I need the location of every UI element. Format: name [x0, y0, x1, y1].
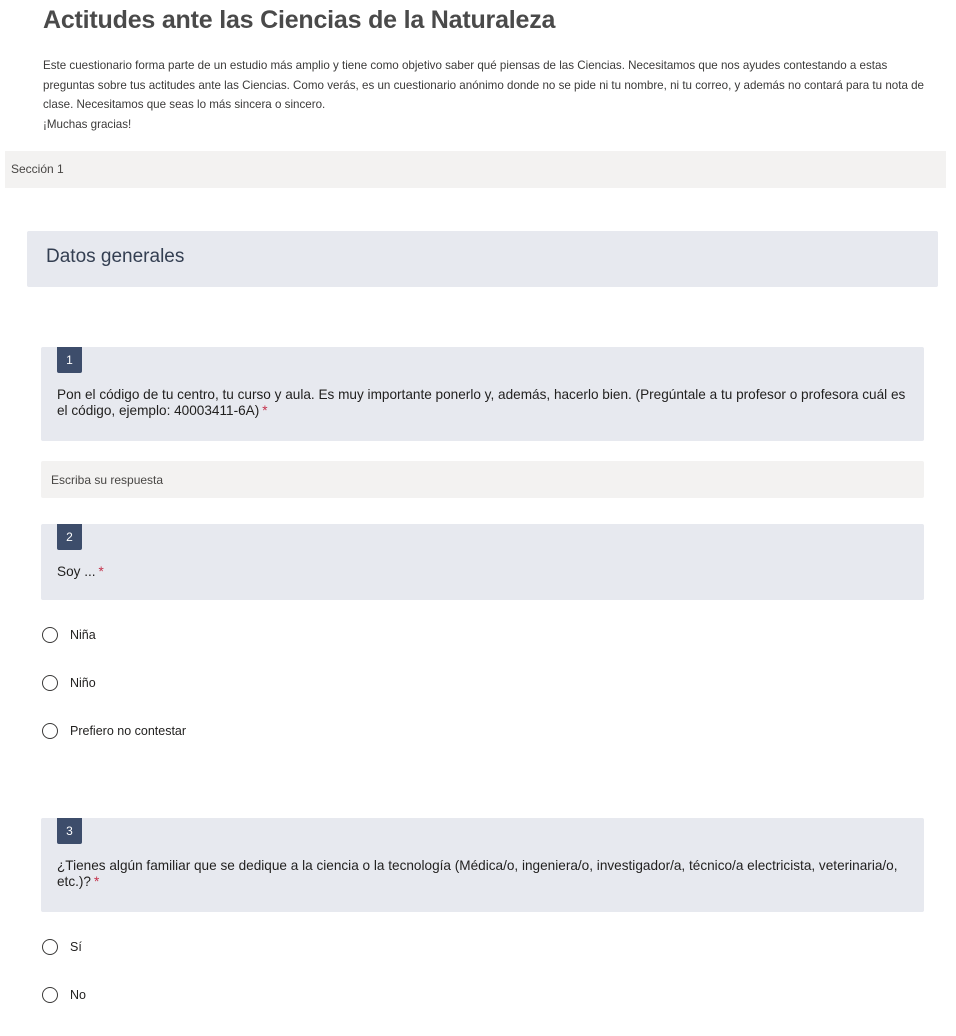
radio-button[interactable] — [42, 939, 58, 955]
radio-button[interactable] — [42, 627, 58, 643]
question-1-text: Pon el código de tu centro, tu curso y aula. Es muy importante ponerlo y, además, hacerlo bien. (Pregúntale a tu profesor o profesora cuál es el código, ejemplo: 40003411-6A) — [57, 387, 906, 418]
group-title: Datos generales — [46, 246, 185, 267]
question-2-text: Soy ... — [57, 564, 96, 579]
question-3-text-block — [57, 858, 907, 890]
question-2-text-block — [57, 564, 907, 580]
option-nina[interactable] — [42, 625, 96, 645]
option-label: Niña — [70, 628, 96, 642]
question-1-text-block — [57, 387, 907, 419]
option-label: Sí — [70, 940, 82, 954]
option-nino[interactable] — [42, 673, 96, 693]
question-number-badge: 1 — [57, 347, 82, 373]
group-header — [27, 231, 938, 287]
option-label: Prefiero no contestar — [70, 724, 187, 738]
section-header — [5, 151, 946, 188]
required-asterisk: * — [94, 874, 100, 889]
question-3-text: ¿Tienes algún familiar que se dedique a la ciencia o la tecnología (Médica/o, ingeniera/o, investigador/a, técnico/a electricista, veterinaria/o, etc.)? — [57, 858, 898, 889]
option-prefiero-no-contestar[interactable] — [42, 721, 186, 741]
question-1-answer-input[interactable] — [41, 461, 924, 498]
form-description — [43, 56, 928, 134]
question-number-badge: 3 — [57, 818, 82, 844]
question-2-card — [41, 524, 924, 600]
section-label: Sección 1 — [11, 162, 64, 176]
radio-button[interactable] — [42, 675, 58, 691]
form-title: Actitudes ante las Ciencias de la Naturaleza — [43, 6, 556, 34]
radio-button[interactable] — [42, 987, 58, 1003]
required-asterisk: * — [98, 564, 104, 579]
option-si[interactable] — [42, 937, 82, 957]
required-asterisk: * — [262, 403, 268, 418]
radio-button[interactable] — [42, 723, 58, 739]
question-1-card — [41, 347, 924, 441]
option-label: No — [70, 988, 86, 1002]
question-number-badge: 2 — [57, 524, 82, 550]
option-label: Niño — [70, 676, 96, 690]
question-3-card — [41, 818, 924, 912]
form-description-text: Este cuestionario forma parte de un estudio más amplio y tiene como objetivo saber qué piensas de las Ciencias. Necesitamos que nos ayudes contestando a estas preguntas sobre tus actitudes ante las Ciencias. Como verás, es un cuestionario anónimo donde no se pide ni tu nombre, ni tu correo, y además no contará para tu nota de clase. Necesitamos que seas lo más sincera o sincero. — [43, 59, 925, 111]
form-description-thanks: ¡Muchas gracias! — [43, 117, 132, 131]
option-no[interactable] — [42, 985, 86, 1005]
